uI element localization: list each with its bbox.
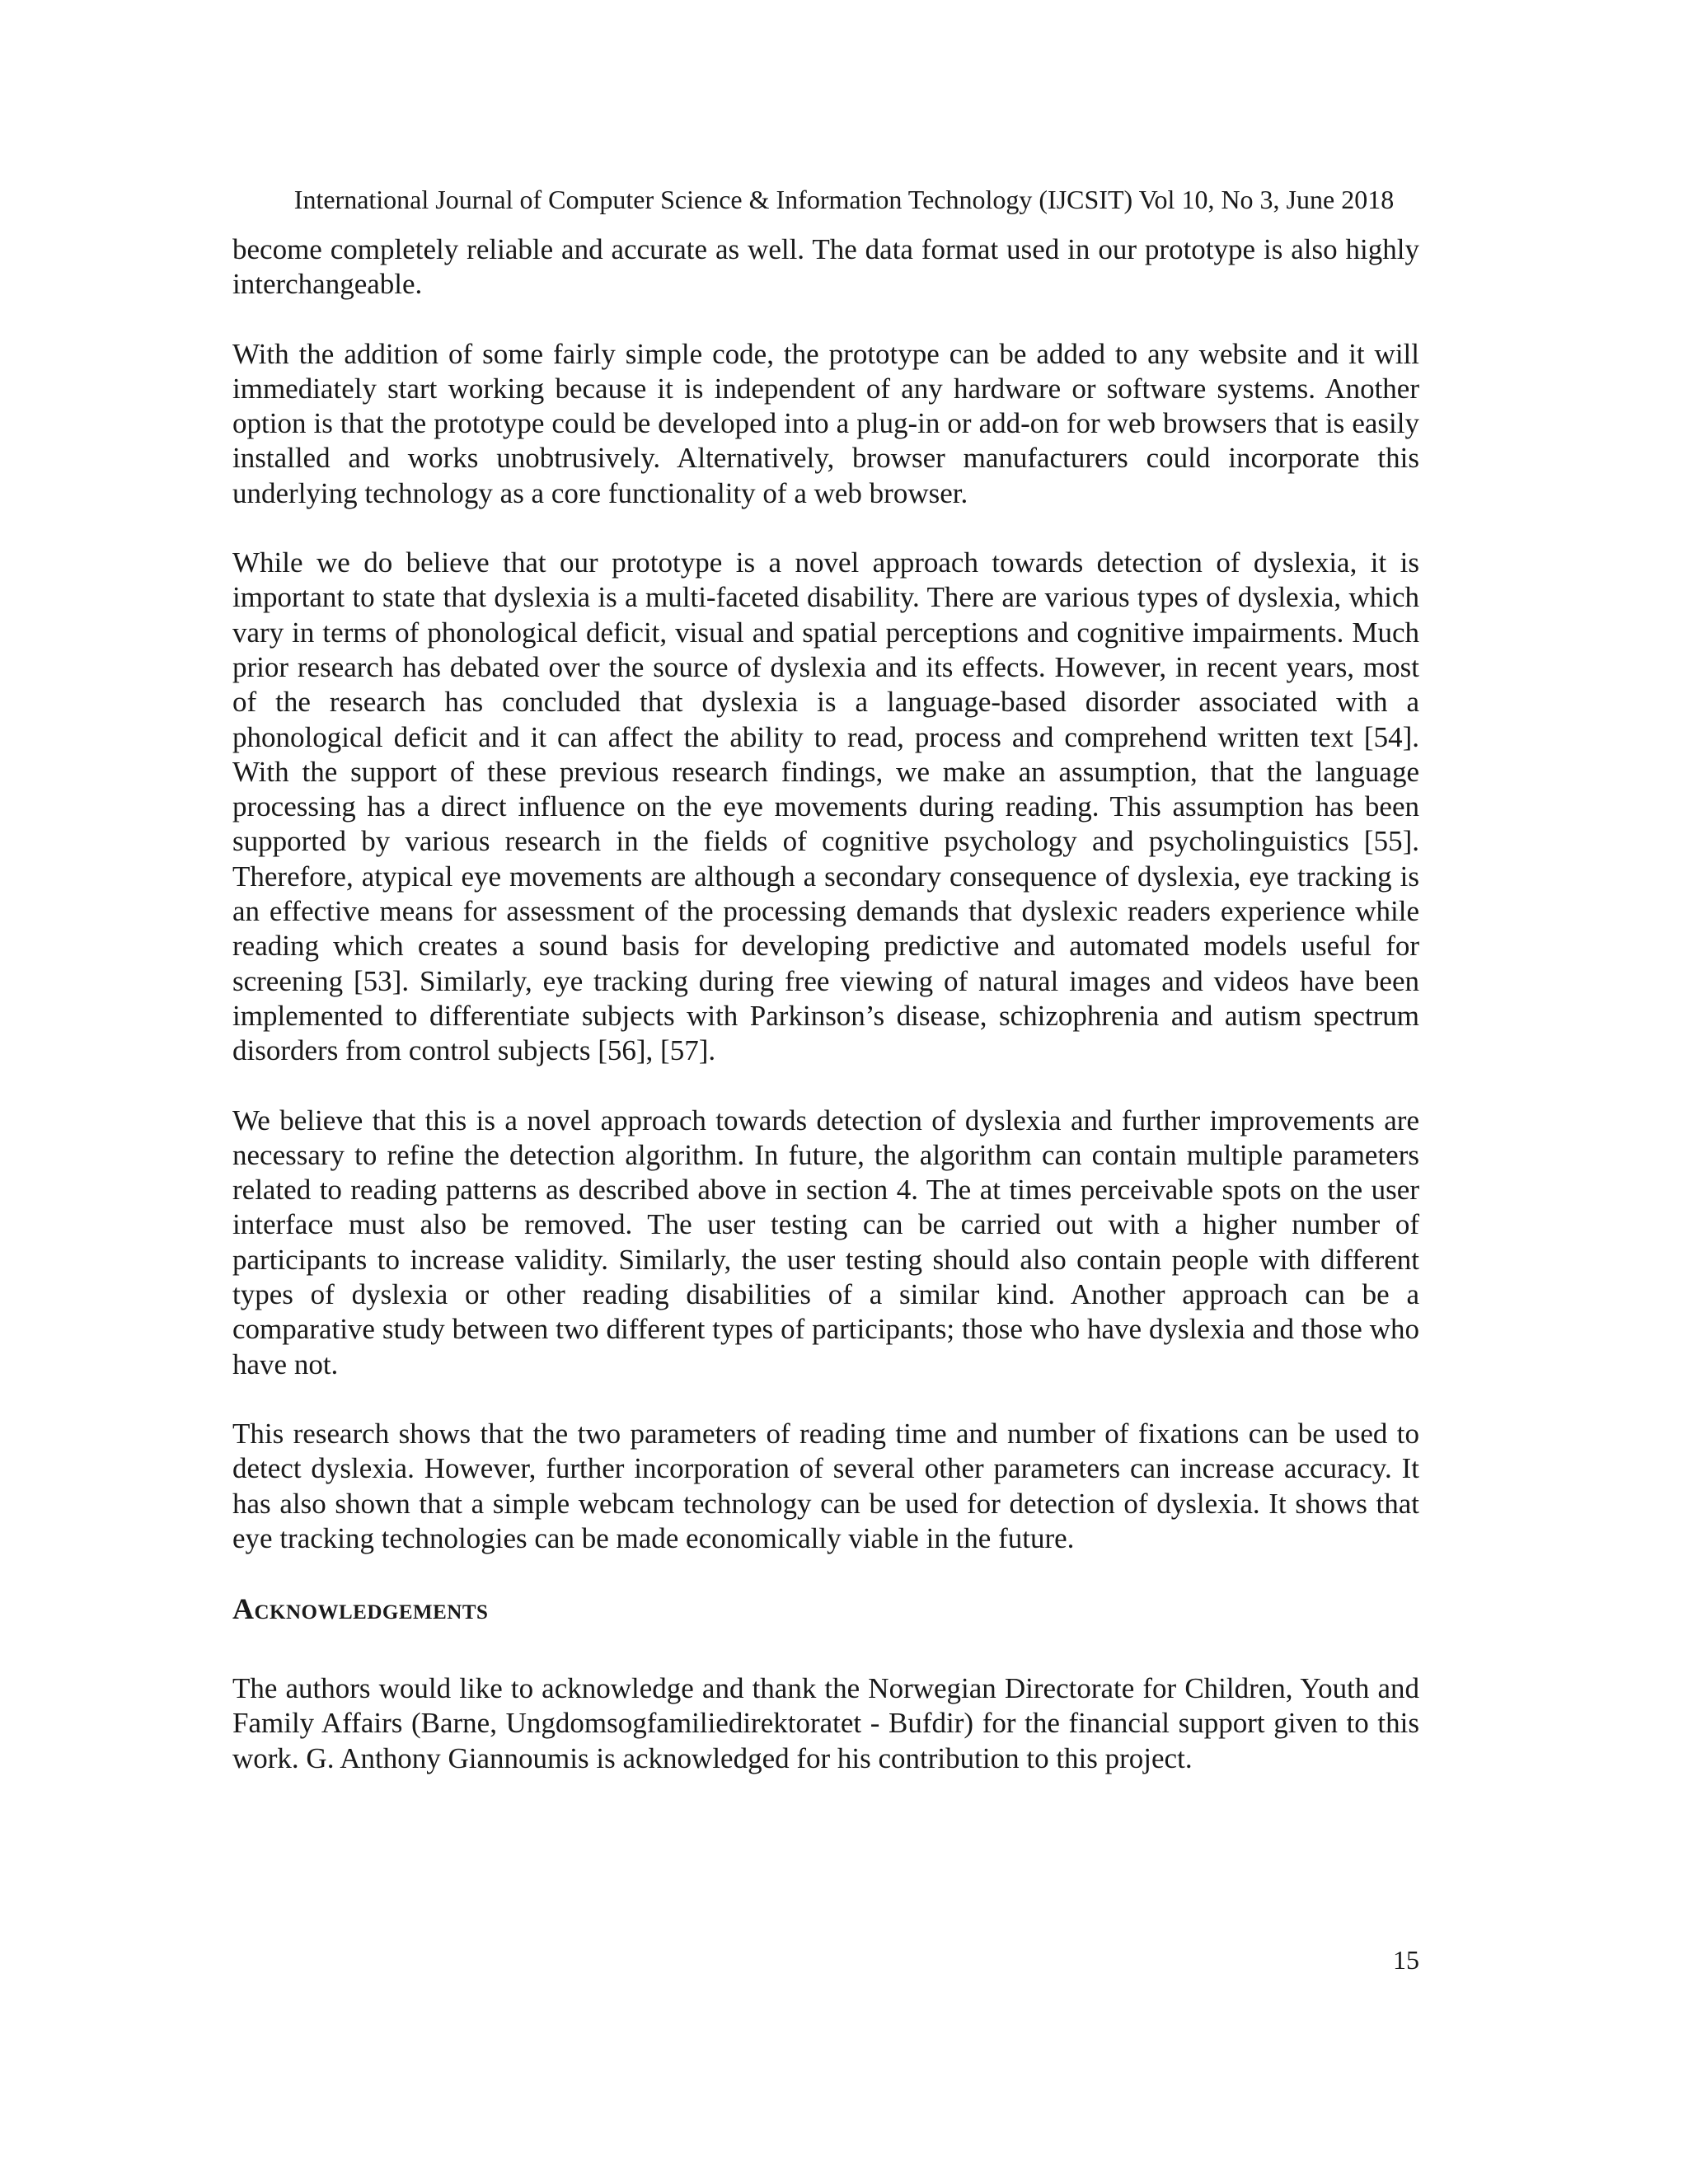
paragraph-conclusion: This research shows that the two parameters of reading time and number of fixations can be used to detect dyslexia. However, further incorporation of several other parameters can increase accuracy. It has also shown that a simple webcam technology can be used for detection of dyslexia. It shows that eye tracking technologies can be made economically viable in the future.	[232, 1417, 1419, 1554]
main-content	[232, 232, 1419, 1811]
acknowledgements-text: The authors would like to acknowledge and thank the Norwegian Directorate for Children, Youth and Family Affairs (Barne, Ungdomsogfamiliedirektoratet - Bufdir) for the financial support given to this work. G. Anthony Giannoumis is acknowledged for his contribution to this project.	[232, 1672, 1419, 1774]
page-number: 15	[1393, 1945, 1419, 1975]
paragraph-prototype-integration: With the addition of some fairly simple code, the prototype can be added to any website and it will immediately start working because it is independent of any hardware or software systems. Another option is that the prototype could be developed into a plug-in or add-on for web browsers that is easily installed and works unobtrusively. Alternatively, browser manufacturers could incorporate this underlying technology as a core functionality of a web browser.	[232, 337, 1419, 509]
paragraph-dyslexia-background: While we do believe that our prototype is a novel approach towards detection of dyslexia, it is important to state that dyslexia is a multi-faceted disability. There are various types of dyslexia, which vary in terms of phonological deficit, visual and spatial perceptions and cognitive impairments. Much prior research has debated over the source of dyslexia and its effects. However, in recent years, most of the research has concluded that dyslexia is a language-based disorder associated with a phonological deficit and it can affect the ability to read, process and comprehend written text [54]. With the support of these previous research findings, we make an assumption, that the language processing has a direct influence on the eye movements during reading. This assumption has been supported by various research in the fields of cognitive psychology and psycholinguistics [55]. Therefore, atypical eye movements are although a secondary consequence of dyslexia, eye tracking is an effective means for assessment of the processing demands that dyslexic readers experience while reading which creates a sound basis for developing predictive and automated models useful for screening [53]. Similarly, eye tracking during free viewing of natural images and videos have been implemented to differentiate subjects with Parkinson’s disease, schizophrenia and autism spectrum disorders from control subjects [56], [57].	[232, 546, 1419, 1067]
paragraph-future-work: We believe that this is a novel approach towards detection of dyslexia and further improvements are necessary to refine the detection algorithm. In future, the algorithm can contain multiple parameters related to reading patterns as described above in section 4. The at times perceivable spots on the user interface must also be removed. The user testing can be carried out with a higher number of participants to increase validity. Similarly, the user testing should also contain people with different types of dyslexia or other reading disabilities of a similar kind. Another approach can be a comparative study between two different types of participants; those who have dyslexia and those who have not.	[232, 1104, 1419, 1380]
paragraph-continuation: become completely reliable and accurate as well. The data format used in our prototype is also highly interchangeable.	[232, 233, 1419, 301]
running-header: International Journal of Computer Science & Information Technology (IJCSIT) Vol 10, No 3, June 2018	[293, 185, 1395, 214]
acknowledgements-heading: Acknowledgements	[232, 1592, 489, 1626]
